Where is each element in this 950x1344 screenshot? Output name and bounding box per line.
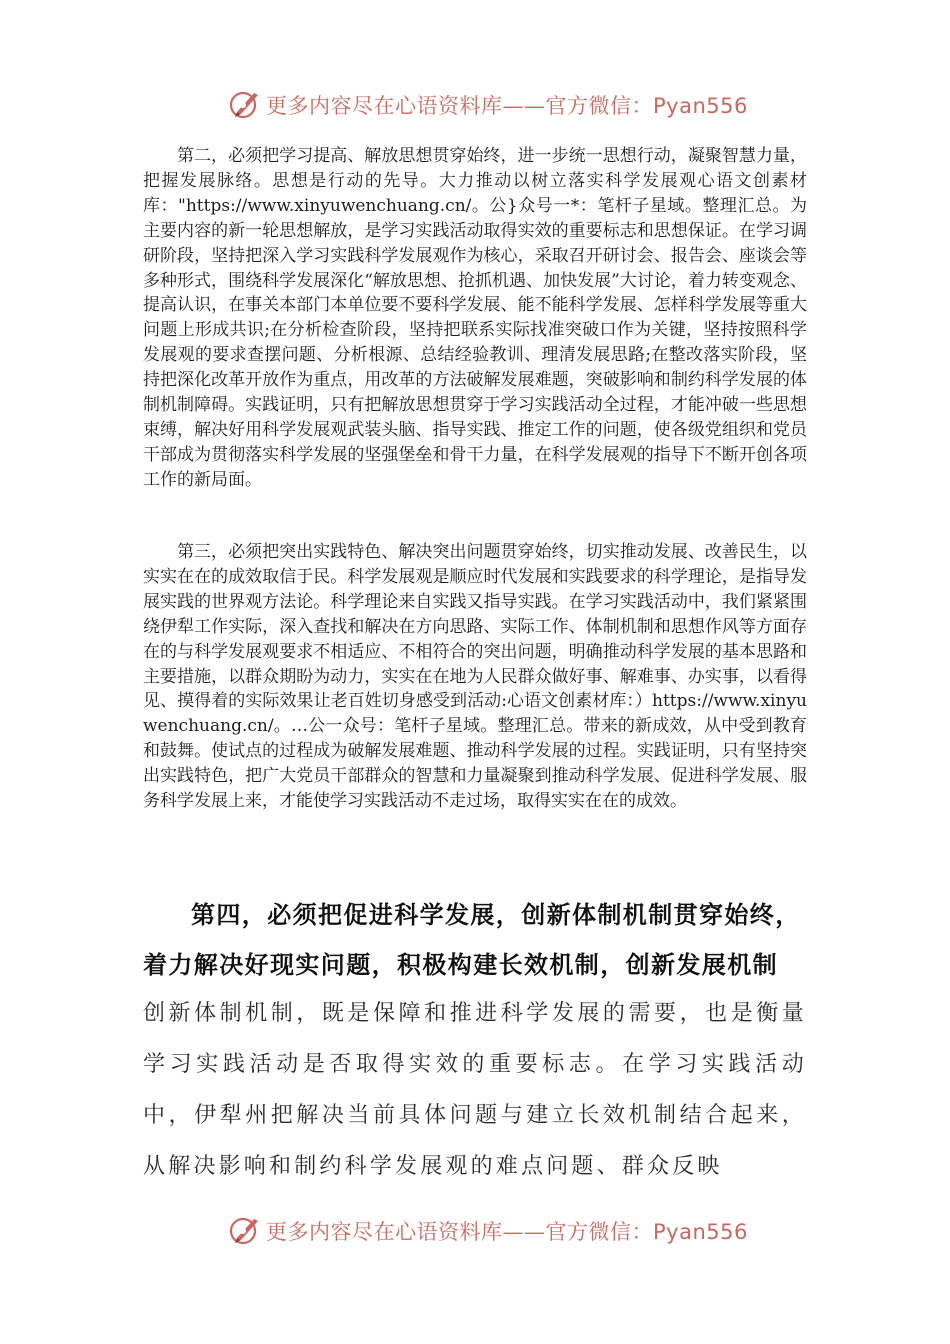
watermark-text — [266, 1216, 748, 1246]
pen-logo-icon — [228, 86, 264, 122]
watermark-sub: 官方微信：Pyan556 — [545, 94, 748, 118]
pen-logo-icon — [228, 1212, 264, 1248]
watermark-dash: —— — [502, 1220, 546, 1244]
watermark-text — [266, 90, 748, 120]
watermark-main: 更多内容尽在心语资料库 — [266, 94, 503, 118]
watermark-main: 更多内容尽在心语资料库 — [266, 1220, 503, 1244]
paragraph-third: 第三，必须把突出实践特色、解决突出问题贯穿始终，切实推动发展、改善民生，以实实在在的成效取信于民。科学发展观是顺应时代发展和实践要求的科学理论，是指导发展实践的世界观方法论。科学理论来自实践又指导实践。在学习实践活动中，我们紧紧围绕伊犁工作实际，深入查找和解决在方向思路、实际工作、体制机制和思想作风等方面存在的与科学发展观要求不相适应、不相符合的突出问题，明确推动科学发展的基本思路和主要措施，以群众期盼为动力，实实在在地为人民群众做好事、解难事、办实事，以看得见、摸得着的实际效果让老百姓切身感受到活动:心语文创素材库：）https://www.xinyuwenchuang.cn/。…公一众号：笔杆子星域。整理汇总。带来的新成效，从中受到教育和鼓舞。使试点的过程成为破解发展难题、推动科学发展的过程。实践证明，只有坚持突出实践特色，把广大党员干部群众的智慧和力量凝聚到推动科学发展、促进科学发展、服务科学发展上来，才能使学习实践活动不走过场，取得实实在在的成效。 — [143, 542, 807, 812]
watermark-header — [0, 84, 950, 124]
watermark-dash: —— — [502, 94, 546, 118]
paragraph-second: 第二，必须把学习提高、解放思想贯穿始终，进一步统一思想行动，凝聚智慧力量，把握发展脉络。思想是行动的先导。大力推动以树立落实科学发展观心语文创素材库："https://www.xinyuwenchuang.cn/。公}众号一*：笔杆子星域。整理汇总。为主要内容的新一轮思想解放，是学习实践活动取得实效的重要标志和思想保证。在学习调研阶段，坚持把深入学习实践科学发展观作为核心，采取召开研讨会、报告会、座谈会等多种形式，围绕科学发展深化“解放思想、抢抓机遇、加快发展”大讨论，着力转变观念、提高认识，在事关本部门本单位要不要科学发展、能不能科学发展、怎样科学发展等重大问题上形成共识;在分析检查阶段，坚持把联系实际找准突破口作为关键，坚持按照科学发展观的要求查摆问题、分析根源、总结经验教训、理清发展思路;在整改落实阶段，坚持把深化改革开放作为重点，用改革的方法破解发展难题，突破影响和制约科学发展的体制机制障碍。实践证明，只有把解放思想贯穿于学习实践活动全过程，才能冲破一些思想束缚，解决好用科学发展观武装头脑、指导实践、推定工作的问题，使各级党组织和党员干部成为贯彻落实科学发展的坚强堡垒和骨干力量，在科学发展观的指导下不断开创各项工作的新局面。 — [143, 146, 807, 490]
watermark-footer — [0, 1210, 950, 1250]
watermark-sub: 官方微信：Pyan556 — [545, 1220, 748, 1244]
paragraph-fourth-body: 创新体制机制，既是保障和推进科学发展的需要，也是衡量学习实践活动是否取得实效的重要标志。在学习实践活动中，伊犁州把解决当前具体问题与建立长效机制结合起来，从解决影响和制约科学发展观的难点问题、群众反映 — [143, 1001, 807, 1179]
section-heading-fourth: 第四，必须把促进科学发展，创新体制机制贯穿始终，着力解决好现实问题，积极构建长效机制，创新发展机制 — [143, 900, 801, 979]
